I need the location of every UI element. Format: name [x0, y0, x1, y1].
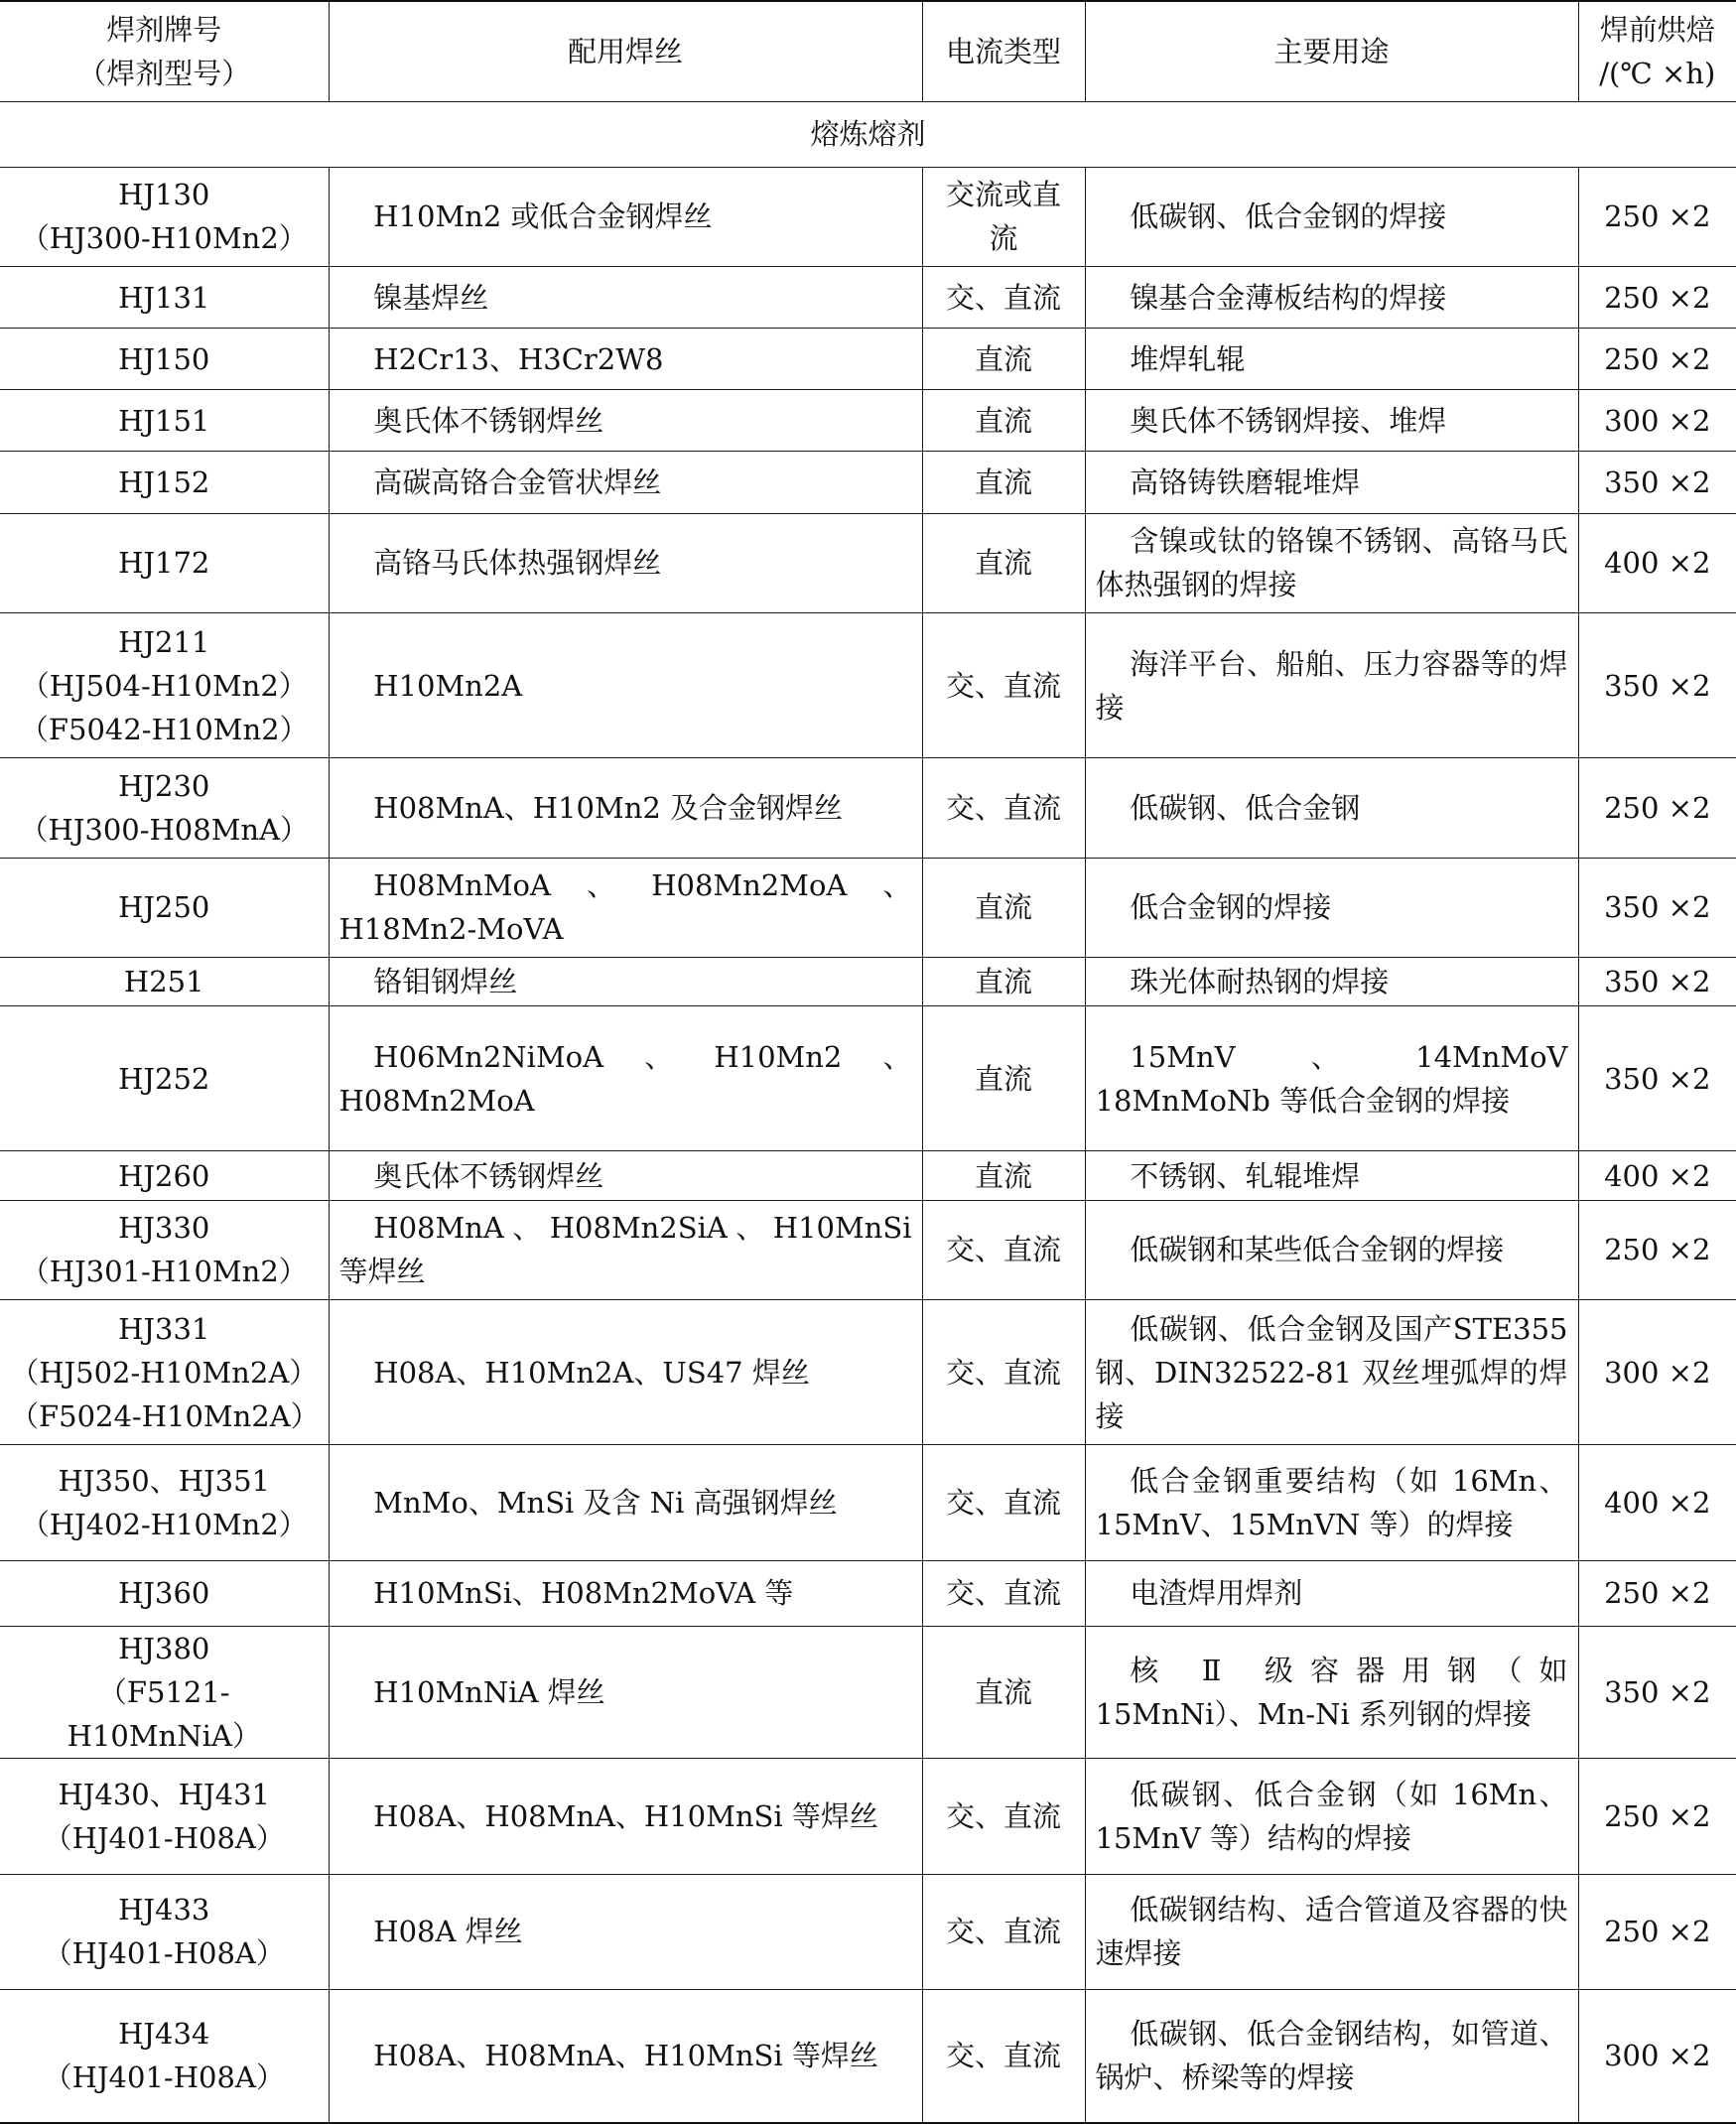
cell-current: 直流	[922, 513, 1085, 612]
cell-use: 珠光体耐热钢的焊接	[1085, 957, 1578, 1005]
brand-line: （HJ502-H10Mn2A）	[10, 1355, 319, 1390]
cell-bake: 250 ×2	[1578, 1560, 1736, 1626]
cell-bake: 300 ×2	[1578, 1989, 1736, 2123]
cell-bake: 400 ×2	[1578, 513, 1736, 612]
cell-current: 直流	[922, 1006, 1085, 1151]
table-row	[0, 858, 1736, 957]
cell-use: 电渣焊用焊剂	[1085, 1560, 1578, 1626]
cell-wire: 奥氏体不锈钢焊丝	[329, 1151, 922, 1200]
cell-use: 高铬铸铁磨辊堆焊	[1085, 452, 1578, 513]
cell-brand	[0, 858, 329, 957]
brand-line: （HJ300-H10Mn2）	[20, 221, 308, 256]
cell-wire: H08A、H08MnA、H10MnSi 等焊丝	[329, 1759, 922, 1874]
cell-wire: 奥氏体不锈钢焊丝	[329, 390, 922, 452]
cell-use: 低碳钢、低合金钢的焊接	[1085, 167, 1578, 266]
brand-line: HJ130	[118, 178, 210, 212]
cell-bake: 350 ×2	[1578, 612, 1736, 757]
cell-brand	[0, 1445, 329, 1560]
cell-current: 直流	[922, 1626, 1085, 1758]
brand-line: （HJ504-H10Mn2）	[20, 668, 308, 703]
cell-current: 交、直流	[922, 1989, 1085, 2123]
cell-use: 不锈钢、轧辊堆焊	[1085, 1151, 1578, 1200]
cell-wire: H08A 焊丝	[329, 1874, 922, 1989]
brand-line: HJ211	[118, 624, 210, 659]
brand-line: （HJ300-H08MnA）	[19, 813, 310, 847]
cell-bake: 400 ×2	[1578, 1151, 1736, 1200]
brand-line: （F5121-H10MnNiA）	[67, 1675, 261, 1754]
cell-wire: H10Mn2 或低合金钢焊丝	[329, 167, 922, 266]
cell-bake: 250 ×2	[1578, 329, 1736, 390]
cell-current: 直流	[922, 957, 1085, 1005]
header-brand-line: 焊剂牌号	[106, 12, 222, 47]
cell-bake: 250 ×2	[1578, 266, 1736, 328]
cell-bake: 350 ×2	[1578, 858, 1736, 957]
cell-use: 奥氏体不锈钢焊接、堆焊	[1085, 390, 1578, 452]
cell-current: 交、直流	[922, 612, 1085, 757]
brand-line: HJ331	[118, 1311, 210, 1346]
cell-current: 直流	[922, 858, 1085, 957]
cell-wire: H08MnA、H10Mn2 及合金钢焊丝	[329, 758, 922, 858]
cell-use: 低碳钢、低合金钢结构，如管道、锅炉、桥梁等的焊接	[1085, 1989, 1578, 2123]
cell-bake: 350 ×2	[1578, 1626, 1736, 1758]
cell-use: 低碳钢结构、适合管道及容器的快速焊接	[1085, 1874, 1578, 1989]
header-use: 主要用途	[1085, 1, 1578, 101]
cell-current: 交、直流	[922, 266, 1085, 328]
cell-use: 低碳钢和某些低合金钢的焊接	[1085, 1200, 1578, 1299]
table-row	[0, 1626, 1736, 1758]
cell-brand	[0, 1874, 329, 1989]
header-row	[0, 1, 1736, 101]
brand-line: H251	[123, 964, 204, 998]
table-row	[0, 1560, 1736, 1626]
cell-bake: 250 ×2	[1578, 758, 1736, 858]
table-row	[0, 452, 1736, 513]
table-row	[0, 167, 1736, 266]
brand-line: （HJ402-H10Mn2）	[20, 1507, 308, 1541]
table-row	[0, 390, 1736, 452]
cell-wire: H2Cr13、H3Cr2W8	[329, 329, 922, 390]
cell-brand	[0, 612, 329, 757]
cell-bake: 250 ×2	[1578, 1200, 1736, 1299]
cell-bake: 350 ×2	[1578, 1006, 1736, 1151]
cell-wire: H08A、H10Mn2A、US47 焊丝	[329, 1299, 922, 1444]
cell-wire: 镍基焊丝	[329, 266, 922, 328]
brand-line: （HJ401-H08A）	[43, 1820, 285, 1855]
cell-wire: H10MnNiA 焊丝	[329, 1626, 922, 1758]
cell-current: 交、直流	[922, 1759, 1085, 1874]
table-row	[0, 1200, 1736, 1299]
table-row	[0, 1874, 1736, 1989]
cell-current: 交、直流	[922, 1445, 1085, 1560]
cell-current: 交流或直流	[922, 167, 1085, 266]
brand-line: （F5042-H10Mn2）	[19, 712, 309, 746]
cell-brand	[0, 758, 329, 858]
brand-line: HJ150	[118, 341, 210, 376]
brand-line: HJ260	[118, 1158, 210, 1193]
brand-line: HJ252	[118, 1061, 210, 1096]
brand-line: HJ230	[118, 769, 210, 803]
cell-use: 低碳钢、低合金钢（如 16Mn、15MnV 等）结构的焊接	[1085, 1759, 1578, 1874]
cell-current: 直流	[922, 452, 1085, 513]
cell-brand	[0, 1200, 329, 1299]
cell-wire: 铬钼钢焊丝	[329, 957, 922, 1005]
header-current: 电流类型	[922, 1, 1085, 101]
cell-wire: MnMo、MnSi 及含 Ni 高强钢焊丝	[329, 1445, 922, 1560]
cell-use: 核 Ⅱ 级容器用钢（如 15MnNi）、Mn-Ni 系列钢的焊接	[1085, 1626, 1578, 1758]
cell-use: 低合金钢重要结构（如 16Mn、15MnV、15MnVN 等）的焊接	[1085, 1445, 1578, 1560]
brand-line: HJ434	[118, 2017, 210, 2052]
cell-brand	[0, 452, 329, 513]
brand-line: HJ330	[118, 1211, 210, 1246]
section-title: 熔炼熔剂	[0, 101, 1736, 167]
brand-line: HJ360	[118, 1576, 210, 1611]
brand-line: HJ350、HJ351	[58, 1463, 271, 1498]
cell-bake: 300 ×2	[1578, 390, 1736, 452]
cell-current: 交、直流	[922, 1874, 1085, 1989]
cell-brand	[0, 1006, 329, 1151]
cell-bake: 400 ×2	[1578, 1445, 1736, 1560]
cell-wire: H08MnMoA、H08Mn2MoA、H18Mn2-MoVA	[329, 858, 922, 957]
section-row	[0, 101, 1736, 167]
header-bake-line: 焊前烘焙	[1599, 12, 1715, 47]
cell-use: 低碳钢、低合金钢及国产STE355 钢、DIN32522-81 双丝埋弧焊的焊接	[1085, 1299, 1578, 1444]
header-bake-line: /(℃ ×h)	[1599, 56, 1716, 90]
cell-brand	[0, 957, 329, 1005]
header-bake	[1578, 1, 1736, 101]
cell-current: 直流	[922, 1151, 1085, 1200]
cell-current: 交、直流	[922, 1560, 1085, 1626]
cell-wire: H08A、H08MnA、H10MnSi 等焊丝	[329, 1989, 922, 2123]
cell-brand	[0, 1299, 329, 1444]
cell-current: 交、直流	[922, 758, 1085, 858]
cell-brand	[0, 167, 329, 266]
header-brand-line: （焊剂型号）	[77, 56, 251, 90]
table-row	[0, 957, 1736, 1005]
table-row	[0, 612, 1736, 757]
header-wire: 配用焊丝	[329, 1, 922, 101]
cell-wire: H10MnSi、H08Mn2MoVA 等	[329, 1560, 922, 1626]
cell-current: 交、直流	[922, 1299, 1085, 1444]
cell-brand	[0, 1759, 329, 1874]
brand-line: HJ172	[118, 546, 210, 581]
brand-line: （HJ301-H10Mn2）	[20, 1255, 308, 1289]
cell-bake: 250 ×2	[1578, 1759, 1736, 1874]
cell-wire: H06Mn2NiMoA、H10Mn2、H08Mn2MoA	[329, 1006, 922, 1151]
table-row	[0, 266, 1736, 328]
table-body	[0, 101, 1736, 2123]
brand-line: HJ250	[118, 890, 210, 925]
cell-brand	[0, 513, 329, 612]
cell-bake: 250 ×2	[1578, 167, 1736, 266]
cell-use: 低碳钢、低合金钢	[1085, 758, 1578, 858]
cell-use: 含镍或钛的铬镍不锈钢、高铬马氏体热强钢的焊接	[1085, 513, 1578, 612]
cell-brand	[0, 329, 329, 390]
cell-bake: 300 ×2	[1578, 1299, 1736, 1444]
cell-brand	[0, 1626, 329, 1758]
brand-line: HJ152	[118, 465, 210, 500]
brand-line: （F5024-H10Mn2A）	[10, 1398, 320, 1433]
cell-brand	[0, 1560, 329, 1626]
cell-wire: H10Mn2A	[329, 612, 922, 757]
cell-use: 镍基合金薄板结构的焊接	[1085, 266, 1578, 328]
cell-current: 交、直流	[922, 1200, 1085, 1299]
cell-bake: 250 ×2	[1578, 1874, 1736, 1989]
table-row	[0, 329, 1736, 390]
cell-use: 堆焊轧辊	[1085, 329, 1578, 390]
table-row	[0, 1006, 1736, 1151]
cell-current: 直流	[922, 329, 1085, 390]
cell-brand	[0, 1151, 329, 1200]
cell-brand	[0, 390, 329, 452]
table-row	[0, 1299, 1736, 1444]
table-row	[0, 1989, 1736, 2123]
cell-use: 15MnV、14MnMoV 18MnMoNb 等低合金钢的焊接	[1085, 1006, 1578, 1151]
header-brand	[0, 1, 329, 101]
table-row	[0, 513, 1736, 612]
cell-use: 海洋平台、船舶、压力容器等的焊接	[1085, 612, 1578, 757]
brand-line: HJ430、HJ431	[58, 1777, 271, 1811]
cell-wire: H08MnA、H08Mn2SiA、H10MnSi 等焊丝	[329, 1200, 922, 1299]
cell-wire: 高碳高铬合金管状焊丝	[329, 452, 922, 513]
table-row	[0, 1151, 1736, 1200]
table-row	[0, 1445, 1736, 1560]
cell-brand	[0, 266, 329, 328]
table-row	[0, 1759, 1736, 1874]
cell-current: 直流	[922, 390, 1085, 452]
brand-line: HJ380	[118, 1632, 210, 1666]
cell-wire: 高铬马氏体热强钢焊丝	[329, 513, 922, 612]
brand-line: （HJ401-H08A）	[43, 1936, 285, 1971]
table-row	[0, 758, 1736, 858]
cell-use: 低合金钢的焊接	[1085, 858, 1578, 957]
brand-line: HJ131	[118, 280, 210, 315]
brand-line: HJ433	[118, 1893, 210, 1927]
cell-brand	[0, 1989, 329, 2123]
brand-line: HJ151	[118, 403, 210, 438]
brand-line: （HJ401-H08A）	[43, 2060, 285, 2095]
cell-bake: 350 ×2	[1578, 452, 1736, 513]
cell-bake: 350 ×2	[1578, 957, 1736, 1005]
